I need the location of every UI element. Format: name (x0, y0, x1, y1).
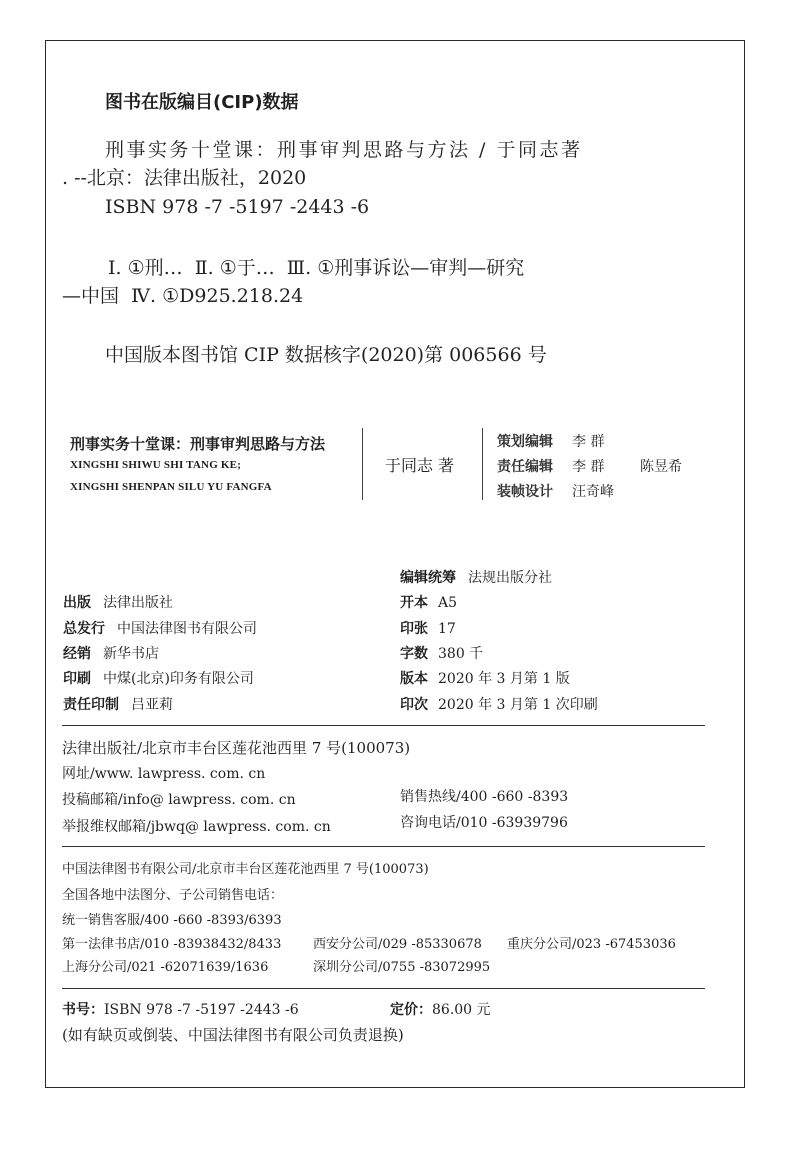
pub-label: 经销 (63, 646, 91, 662)
branch-item: 上海分公司/021 -62071639/1636 (62, 960, 269, 975)
pub-value: 吕亚莉 (131, 697, 173, 713)
pub-row-distributor (63, 622, 257, 636)
price (390, 1003, 491, 1017)
pub-row-format (400, 596, 457, 610)
book-number-label: 书号： (62, 1002, 104, 1018)
cip-number: 中国版本图书馆 CIP 数据核字(2020)第 006566 号 (105, 344, 547, 366)
credit-name-planning-editor: 李 群 (572, 434, 605, 450)
pub-value: 新华书店 (103, 646, 159, 662)
distributor-address: 中国法律图书有限公司/北京市丰台区莲花池西里 7 号(100073) (62, 862, 429, 877)
book-title-cn: 刑事实务十堂课：刑事审判思路与方法 (70, 435, 326, 453)
title-divider-left (362, 428, 363, 500)
pub-label: 责任印制 (63, 697, 119, 713)
pub-label: 印张 (400, 621, 428, 637)
pub-value: A5 (438, 595, 458, 611)
pub-value: 中国法律图书有限公司 (117, 621, 257, 637)
pub-row-seller (63, 647, 159, 661)
pub-label: 出版 (63, 595, 91, 611)
cip-title-line: 刑事实务十堂课：刑事审判思路与方法 / 于同志著 (105, 139, 583, 161)
pub-row-publisher (63, 596, 173, 610)
pub-value: 380 千 (438, 646, 484, 662)
branch-item: 第一法律书店/010 -83938432/8433 (62, 937, 282, 952)
report-email: 举报维权邮箱/jbwq@ lawpress. com. cn (62, 819, 331, 835)
pub-value: 2020 年 3 月第 1 次印刷 (438, 697, 598, 713)
pub-label: 字数 (400, 646, 428, 662)
book-title-pinyin-1: XINGSHI SHIWU SHI TANG KE; (70, 459, 242, 471)
sales-hotline: 销售热线/400 -660 -8393 (400, 789, 569, 805)
cip-publisher-line: . --北京：法律出版社，2020 (62, 167, 307, 189)
credit-role-planning-editor: 策划编辑 (497, 434, 553, 450)
credit-name-responsible-editor-2: 陈昱希 (640, 459, 682, 475)
pub-label: 开本 (400, 595, 428, 611)
price-label: 定价： (390, 1002, 432, 1018)
pub-row-printer (63, 672, 254, 686)
cip-subject-line-2: —中国 Ⅳ. ①D925.218.24 (62, 285, 304, 307)
credit-role-responsible-editor: 责任编辑 (497, 459, 553, 475)
divider (62, 725, 705, 726)
credit-name-cover-design: 汪奇峰 (572, 484, 614, 500)
pub-value: 法律出版社 (103, 595, 173, 611)
credit-role-cover-design: 装帧设计 (497, 484, 553, 500)
consult-phone: 咨询电话/010 -63939796 (400, 815, 568, 831)
book-number-value: ISBN 978 -7 -5197 -2443 -6 (104, 1002, 299, 1018)
branches-heading: 全国各地中法图分、子公司销售电话： (62, 888, 284, 903)
pub-row-print-supervisor (63, 698, 173, 712)
pub-row-printing (400, 698, 598, 712)
cip-isbn-line: ISBN 978 -7 -5197 -2443 -6 (105, 196, 370, 218)
pub-label: 总发行 (63, 621, 105, 637)
book-title-pinyin-2: XINGSHI SHENPAN SILU YU FANGFA (70, 481, 272, 493)
book-author: 于同志 著 (385, 456, 455, 475)
title-divider-right (482, 428, 483, 500)
pub-value: 17 (438, 621, 456, 637)
pub-label: 印刷 (63, 671, 91, 687)
divider (62, 846, 705, 847)
submission-email: 投稿邮箱/info@ lawpress. com. cn (62, 792, 296, 808)
pub-value: 中煤(北京)印务有限公司 (103, 671, 254, 687)
pub-row-editorial (400, 571, 552, 585)
website: 网址/www. lawpress. com. cn (62, 766, 266, 782)
book-number (62, 1003, 299, 1017)
divider (62, 988, 705, 989)
pub-label: 印次 (400, 697, 428, 713)
price-value: 86.00 元 (432, 1002, 491, 1018)
branch-item: 深圳分公司/0755 -83072995 (313, 960, 491, 975)
credit-name-responsible-editor: 李 群 (572, 459, 605, 475)
branch-item: 西安分公司/029 -85330678 (313, 937, 482, 952)
pub-label: 版本 (400, 671, 428, 687)
pub-row-edition (400, 672, 570, 686)
pub-label: 编辑统筹 (400, 570, 456, 586)
return-note: (如有缺页或倒装、中国法律图书有限公司负责退换) (62, 1026, 404, 1044)
pub-value: 法规出版分社 (468, 570, 552, 586)
pub-row-sheets (400, 622, 456, 636)
branch-item: 重庆分公司/023 -67453036 (507, 937, 676, 952)
pub-value: 2020 年 3 月第 1 版 (438, 671, 570, 687)
pub-row-word-count (400, 647, 483, 661)
publisher-address: 法律出版社/北京市丰台区莲花池西里 7 号(100073) (62, 739, 411, 757)
customer-service: 统一销售客服/400 -660 -8393/6393 (62, 913, 282, 928)
cip-subject-line-1: Ⅰ. ①刑… Ⅱ. ①于… Ⅲ. ①刑事诉讼—审判—研究 (108, 257, 525, 279)
cip-heading: 图书在版编目(CIP)数据 (105, 92, 299, 113)
